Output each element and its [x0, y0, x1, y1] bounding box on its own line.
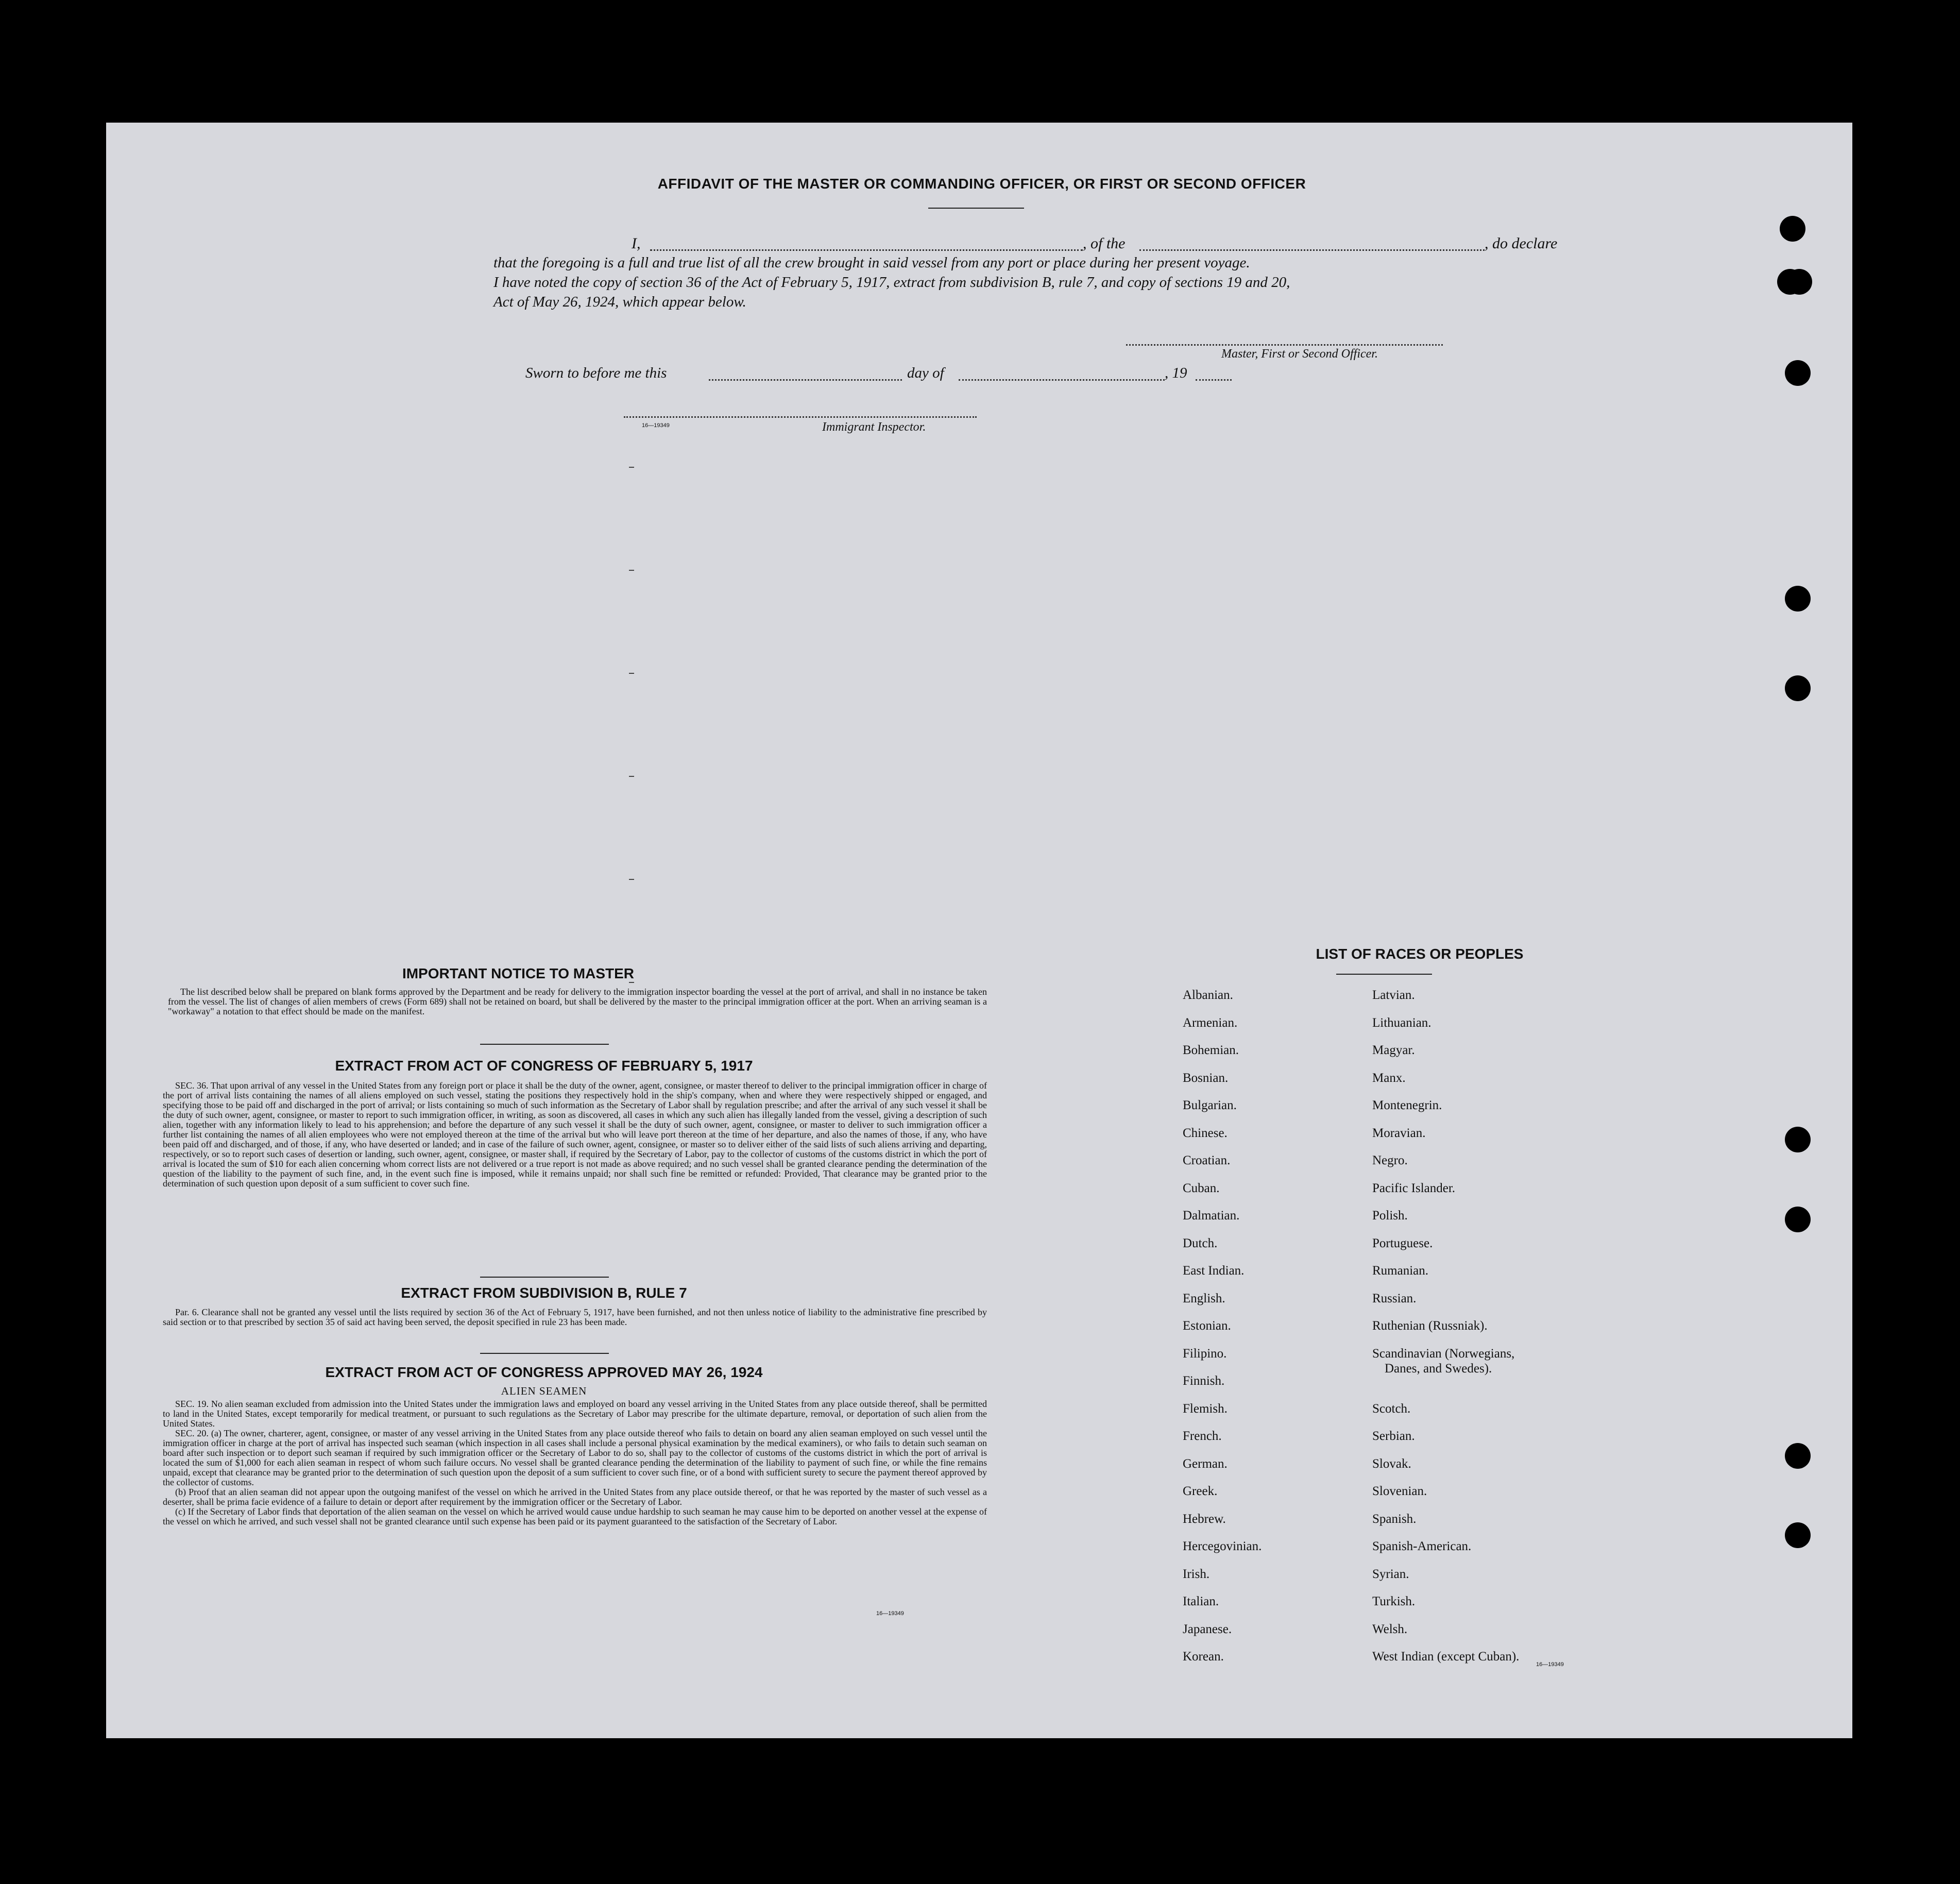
form-number-top: 16—19349: [642, 422, 670, 429]
race-item: Italian.: [1183, 1594, 1219, 1608]
extract-1917-title: EXTRACT FROM ACT OF CONGRESS OF FEBRUARY 5, 1917: [335, 1058, 753, 1074]
divider: [480, 1277, 609, 1278]
race-item: Hebrew.: [1183, 1512, 1226, 1526]
race-item: Finnish.: [1183, 1374, 1225, 1388]
race-item: Cuban.: [1183, 1181, 1220, 1195]
race-item: Negro.: [1372, 1153, 1408, 1167]
punch-hole: [1785, 1127, 1811, 1152]
race-item: Greek.: [1183, 1484, 1218, 1498]
extract-1917-body: [163, 1081, 987, 1189]
race-item: Latvian.: [1372, 988, 1415, 1002]
affidavit-line-3: Act of May 26, 1924, which appear below.: [493, 294, 746, 310]
race-item: Lithuanian.: [1372, 1015, 1431, 1030]
race-item: Slovenian.: [1372, 1484, 1427, 1498]
race-item: Scotch.: [1372, 1401, 1411, 1416]
year-label: , 19: [1165, 365, 1187, 381]
notice-body: [168, 987, 987, 1016]
affidavit-of-the: , of the: [1083, 235, 1126, 252]
extract-rule7-title: EXTRACT FROM SUBDIVISION B, RULE 7: [401, 1285, 687, 1301]
notice-title: IMPORTANT NOTICE TO MASTER: [402, 965, 635, 981]
race-item: Magyar.: [1372, 1043, 1415, 1057]
race-item: Flemish.: [1183, 1401, 1228, 1416]
race-item: Irish.: [1183, 1567, 1210, 1581]
tick-mark: [629, 467, 634, 468]
tick-mark: [629, 982, 634, 983]
race-item: Moravian.: [1372, 1126, 1426, 1140]
race-item: Welsh.: [1372, 1622, 1408, 1636]
race-item: German.: [1183, 1456, 1228, 1471]
race-item: Bosnian.: [1183, 1071, 1229, 1085]
punch-hole: [1785, 1443, 1811, 1469]
race-item: East Indian.: [1183, 1264, 1245, 1278]
race-item: Portuguese.: [1372, 1236, 1433, 1250]
form-number-right: 16—19349: [1536, 1661, 1564, 1668]
master-signature-line: [1126, 344, 1443, 346]
extract-1924-sec20a: SEC. 20. (a) The owner, charterer, agent, consignee, or master of any vessel arriving in the United States from any place outside thereof who fails to detain on board any alien seaman employed on such vessel until the immigration officer in charge at the port of arrival has inspected such seaman (which inspection in all cases shall include a personal physical examination by the medical examiners), or who fails to detain such seaman on board after such inspection or to deport such seaman if required by such immigration officer or the Secretary of Labor to do so, shall pay to the collector of customs of the customs district in which the port of arrival is located the sum of $1,000 for each alien seaman in respect of whom such failure occurs. No vessel shall be granted clearance pending the determination of the liability to payment of such fine, or while the fine remains unpaid, except that clearance may be granted prior to the determination of such question upon the deposit of a sum sufficient to cover such fine, or of a bond with sufficient surety to secure the payment thereof approved by the collector of customs.: [163, 1428, 987, 1487]
day-of-label: day of: [907, 365, 944, 381]
race-item: Syrian.: [1372, 1567, 1409, 1581]
tick-mark: [629, 673, 634, 674]
race-item: Danes, and Swedes).: [1385, 1361, 1492, 1376]
affidavit-title: AFFIDAVIT OF THE MASTER OR COMMANDING OFFICER, OR FIRST OR SECOND OFFICER: [657, 176, 1306, 192]
race-item: French.: [1183, 1429, 1222, 1443]
punch-hole: [1780, 216, 1805, 242]
race-item: Armenian.: [1183, 1015, 1238, 1030]
sworn-label: Sworn to before me this: [525, 365, 667, 381]
punch-hole: [1785, 675, 1811, 701]
inspector-label: Immigrant Inspector.: [822, 420, 926, 434]
punch-hole: [1785, 1207, 1811, 1232]
extract-1924-sec20c: (c) If the Secretary of Labor finds that deportation of the alien seaman on the vessel on which he arrived would cause undue hardship to such seaman he may cause him to be deported on another vessel at the expense of the vessel on which he arrived, and such vessel shall not be granted clearance until such expense has been paid or its payment guaranteed to the satisfaction of the Secretary of Labor.: [163, 1506, 987, 1526]
sworn-day-blank: [709, 379, 902, 381]
race-item: Estonian.: [1183, 1319, 1231, 1333]
divider: [480, 1353, 609, 1354]
race-item: Russian.: [1372, 1291, 1417, 1305]
punch-hole: [1786, 269, 1812, 295]
extract-rule7-body: [163, 1308, 987, 1327]
race-item: Croatian.: [1183, 1153, 1231, 1167]
race-item: Pacific Islander.: [1372, 1181, 1456, 1195]
extract-1917-text: SEC. 36. That upon arrival of any vessel in the United States from any foreign port or place it shall be the duty of the owner, agent, consignee, or master thereof to deliver to the principal immigration officer in charge of the port of arrival lists containing the names of all aliens employed on such vessel, stating the positions they respectively hold in the ship's company, when and where they were respectively shipped or engaged, and specifying those to be paid off and discharged in the port of arrival; or lists containing so much of such information as the Secretary of Labor shall by regulation prescribe; and after the arrival of any such vessel it shall be the duty of such owner, agent, consignee, or master to report to such immigration officer, in writing, as soon as discovered, all cases in which any such alien has illegally landed from the vessel, giving a description of such alien, together with any information likely to lead to his apprehension; and before the departure of any such vessel it shall be the duty of such owner, agent, consignee, or master to deliver to such immigration officer a further list containing the names of all alien employees who were not employed thereon at the time of the arrival but who will leave port thereon at the time of her departure, and also the names of those, if any, who have been paid off and discharged, and of those, if any, who have deserted or landed; and in case of the failure of such owner, agent, consignee, or master so to deliver either of the said lists of such aliens arriving and departing, respectively, or so to report such cases of desertion or landing, such owner, agent, consignee, or master shall, if required by the Secretary of Labor, pay to the collector of customs of the customs district in which the port of arrival is located the sum of $10 for each alien concerning whom correct lists are not delivered or a true report is not made as above required; and no such vessel shall be granted clearance pending the determination of the question of the liability to the payment of such fine, and, in the event such fine is imposed, while it remains unpaid; nor shall such fine be remitted or refunded: Provided, That clearance may be granted prior to the determination of such question upon deposit of a sum sufficient to cover such fine.: [163, 1080, 987, 1189]
extract-1924-sec20b: (b) Proof that an alien seaman did not appear upon the outgoing manifest of the vessel on which he arrived in the United States from any place outside thereof, or that he was reported by the master of such vessel as a deserter, shall be prima facie evidence of a failure to detain or deport after requirement by the immigration officer or the Secretary of Labor.: [163, 1487, 987, 1507]
race-item: Chinese.: [1183, 1126, 1228, 1140]
extract-1924-subtitle: ALIEN SEAMEN: [501, 1385, 587, 1397]
affidavit-line-1: that the foregoing is a full and true list of all the crew brought in said vessel from any port or place during her present voyage.: [493, 254, 1250, 271]
race-item: Spanish-American.: [1372, 1539, 1472, 1553]
tick-mark: [629, 879, 634, 880]
race-item: Turkish.: [1372, 1594, 1416, 1608]
race-item: Serbian.: [1372, 1429, 1415, 1443]
extract-rule7-text: Par. 6. Clearance shall not be granted any vessel until the lists required by section 36 of the Act of February 5, 1917, have been furnished, and not then unless notice of liability to the administrative fine prescribed by said section or to that prescribed by section 35 of said act having been served, the deposit specified in rule 23 has been made.: [163, 1307, 987, 1327]
year-blank: [1196, 379, 1232, 381]
title-divider: [928, 208, 1024, 209]
race-item: Rumanian.: [1372, 1264, 1429, 1278]
races-title: LIST OF RACES OR PEOPLES: [1316, 946, 1524, 962]
race-item: Japanese.: [1183, 1622, 1232, 1636]
sworn-month-blank: [959, 379, 1165, 381]
extract-1924-sec19: SEC. 19. No alien seaman excluded from admission into the United States under the immigration laws and employed on board any vessel arriving in the United States from any place outside thereof, shall be permitted to land in the United States, except temporarily for medical treatment, or pursuant to such regulations as the Secretary of Labor may prescribe for the ultimate departure, removal, or deportation of such alien from the United States.: [163, 1399, 987, 1429]
master-signature-label: Master, First or Second Officer.: [1221, 347, 1378, 361]
divider: [480, 1044, 609, 1045]
form-number-left: 16—19349: [876, 1610, 904, 1617]
race-item: Korean.: [1183, 1650, 1224, 1664]
race-item: West Indian (except Cuban).: [1372, 1650, 1520, 1664]
inspector-signature-line: [624, 416, 977, 418]
race-item: Scandinavian (Norwegians,: [1372, 1346, 1515, 1361]
race-item: Bulgarian.: [1183, 1098, 1237, 1112]
tick-mark: [629, 776, 634, 777]
name-blank: [650, 249, 1083, 251]
vessel-blank: [1139, 249, 1485, 251]
race-item: Albanian.: [1183, 988, 1233, 1002]
punch-hole: [1785, 586, 1811, 612]
extract-1924-body: [163, 1399, 987, 1526]
punch-hole: [1785, 360, 1811, 386]
race-item: Polish.: [1372, 1209, 1408, 1223]
race-item: Manx.: [1372, 1071, 1406, 1085]
race-item: Spanish.: [1372, 1512, 1417, 1526]
races-divider: [1336, 974, 1432, 975]
race-item: Ruthenian (Russniak).: [1372, 1319, 1488, 1333]
notice-text: The list described below shall be prepared on blank forms approved by the Department and be ready for delivery to the immigration inspector boarding the vessel at the port of arrival, and shall in no instance be taken from the vessel. The list of changes of alien members of crews (Form 689) shall not be retained on board, but shall be delivered by the master to the principal immigration officer at the port. When an arriving seaman is a "workaway" a notation to that effect should be made on the manifest.: [168, 987, 987, 1016]
race-item: Filipino.: [1183, 1346, 1227, 1361]
race-item: Dalmatian.: [1183, 1209, 1240, 1223]
affidavit-line-2: I have noted the copy of section 36 of the Act of February 5, 1917, extract from subdivision B, rule 7, and copy of sections 19 and 20,: [493, 274, 1290, 291]
extract-1924-title: EXTRACT FROM ACT OF CONGRESS APPROVED MAY 26, 1924: [325, 1364, 763, 1380]
race-item: Bohemian.: [1183, 1043, 1239, 1057]
affidavit-i: I,: [632, 235, 641, 252]
race-item: Hercegovinian.: [1183, 1539, 1262, 1553]
race-item: Montenegrin.: [1372, 1098, 1442, 1112]
race-item: Dutch.: [1183, 1236, 1218, 1250]
tick-mark: [629, 570, 634, 571]
race-item: Slovak.: [1372, 1456, 1411, 1471]
punch-hole: [1785, 1522, 1811, 1548]
affidavit-do-declare: , do declare: [1485, 235, 1558, 252]
form-sheet: [106, 123, 1852, 1738]
race-item: English.: [1183, 1291, 1225, 1305]
